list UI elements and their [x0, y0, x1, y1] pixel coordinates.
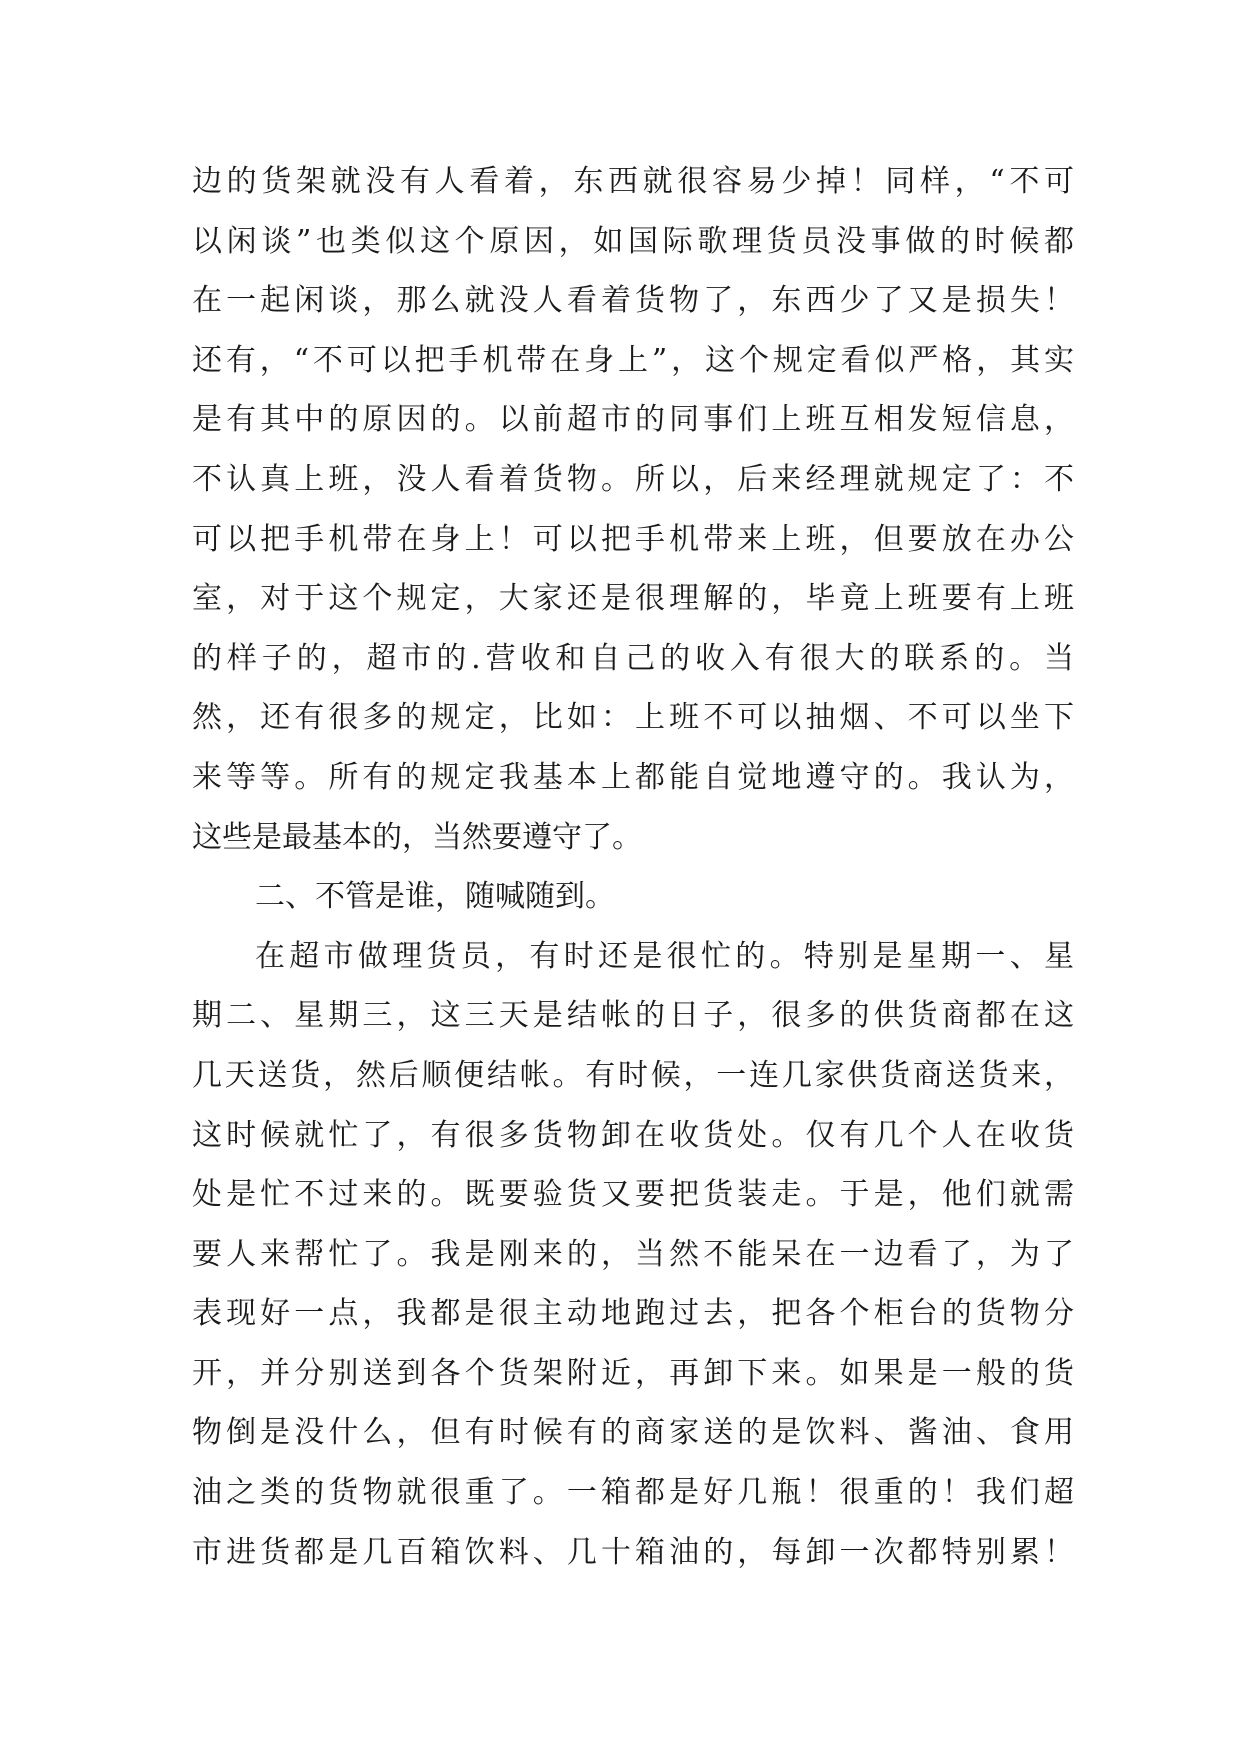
text-line: 期二、星期三，这三天是结帐的日子，很多的供货商都在这: [192, 998, 1074, 1034]
text-line: 不认真上班，没人看着货物。所以，后来经理就规定了：不: [192, 461, 1074, 497]
text-line: 然，还有很多的规定，比如：上班不可以抽烟、不可以坐下: [192, 700, 1074, 736]
text-line: 处是忙不过来的。既要验货又要把货装走。于是，他们就需: [192, 1177, 1074, 1213]
text-line: 在一起闲谈，那么就没人看着货物了，东西少了又是损失！: [192, 283, 1074, 319]
text-line: 油之类的货物就很重了。一箱都是好几瓶！很重的！我们超: [192, 1475, 1074, 1511]
text-line: 在超市做理货员，有时还是很忙的。特别是星期一、星: [255, 938, 1074, 974]
text-line: 要人来帮忙了。我是刚来的，当然不能呆在一边看了，为了: [192, 1236, 1074, 1272]
text-line: 还有，“不可以把手机带在身上”，这个规定看似严格，其实: [192, 342, 1074, 378]
text-line: 以闲谈”也类似这个原因，如国际歌理货员没事做的时候都: [192, 223, 1074, 259]
text-line: 的样子的，超市的.营收和自己的收入有很大的联系的。当: [192, 640, 1074, 676]
body-text: [192, 152, 1074, 1582]
text-line: 表现好一点，我都是很主动地跑过去，把各个柜台的货物分: [192, 1296, 1074, 1332]
text-line: 可以把手机带在身上！可以把手机带来上班，但要放在办公: [192, 521, 1074, 557]
text-line: 这时候就忙了，有很多货物卸在收货处。仅有几个人在收货: [192, 1117, 1074, 1153]
text-line: 物倒是没什么，但有时候有的商家送的是饮料、酱油、食用: [192, 1415, 1074, 1451]
text-line: 几天送货，然后顺便结帐。有时候，一连几家供货商送货来，: [192, 1057, 1074, 1093]
text-line: 开，并分别送到各个货架附近，再卸下来。如果是一般的货: [192, 1355, 1074, 1391]
text-line: 室，对于这个规定，大家还是很理解的，毕竟上班要有上班: [192, 581, 1074, 617]
text-line: 来等等。所有的规定我基本上都能自觉地遵守的。我认为，: [192, 759, 1074, 795]
text-line: 这些是最基本的，当然要遵守了。: [192, 819, 642, 855]
text-line: 市进货都是几百箱饮料、几十箱油的，每卸一次都特别累！: [192, 1534, 1074, 1570]
text-line: 是有其中的原因的。以前超市的同事们上班互相发短信息，: [192, 402, 1074, 438]
section-heading: 二、不管是谁，随喊随到。: [255, 879, 615, 915]
text-line: 边的货架就没有人看着，东西就很容易少掉！同样，“不可: [192, 164, 1074, 199]
